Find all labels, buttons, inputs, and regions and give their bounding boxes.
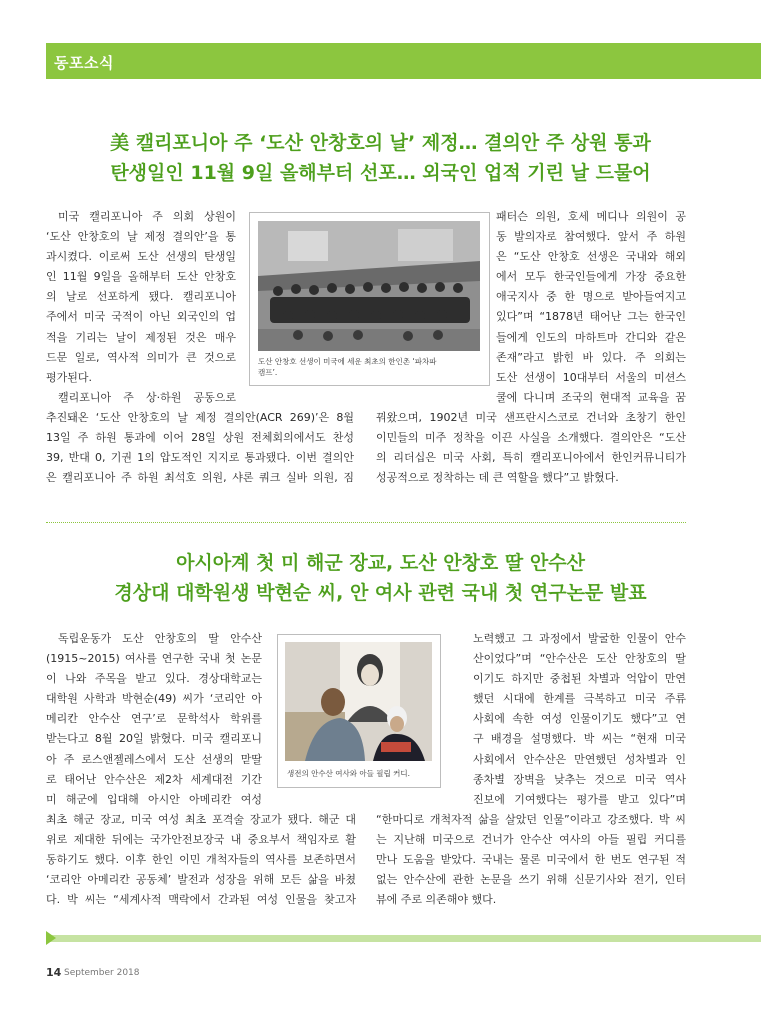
text-line: 동 발의자로 참여했다. 앞서 주 하원 [496, 230, 686, 244]
text-line: 종차별 장벽을 낮추는 것으로 미국 역사 [473, 772, 686, 786]
text-line: “한마디로 개척자적 삶을 살았던 인물”이라고 강조했다. 박 씨 [376, 813, 686, 826]
text-line: 도산 선생이 10대부터 서울의 미션스 [496, 370, 686, 384]
section-divider [46, 522, 686, 523]
text-line: 로 태어난 안수산은 제2차 세계대전 기간 [46, 772, 262, 786]
text-line: 사회에서 안수산은 만연했던 성차별과 인 [473, 752, 686, 766]
text-line: 이민들의 미주 정착을 이끈 사실을 소개했다. 결의안은 “도산 [376, 431, 686, 445]
text-line: 위로 제대한 뒤에는 국가안전보장국 내 중요부서 책임자로 활 [46, 833, 356, 847]
text-line: 들에게 인도의 마하트마 간디와 같은 [496, 330, 686, 344]
text-line: 쿨에 다니며 조국의 현대적 교육을 꿈 [496, 390, 686, 404]
text-line: 동하기도 했다. 이후 한인 이민 개척자들의 역사를 보존하면서 [46, 853, 356, 867]
footer-bar [46, 935, 761, 942]
text-line: 이기도 하지만 중첩된 차별과 억압이 만연 [473, 672, 686, 686]
text-line: 만나 도움을 받았다. 국내는 물론 미국에서 한 번도 연구된 적 [376, 853, 686, 867]
page-number: 14 [46, 966, 62, 979]
text-line: 적을 기리는 날이 제정된 것은 매우 [46, 330, 236, 344]
article1-headline-line: 美 캘리포니아 주 ‘도산 안창호의 날’ 제정… 결의안 주 상원 통과 [110, 132, 651, 154]
text-line: 주에서 미국 국적이 아닌 외국인의 업 [46, 310, 236, 324]
text-line: 평가된다. [46, 370, 93, 384]
text-line: 했던 시대에 한계를 극복하고 미국 주류 [473, 692, 686, 706]
text-line: 은 “도산 안창호 선생은 국내와 해외 [496, 250, 686, 264]
article2-headline [0, 548, 761, 608]
text-line: 메리칸 안수산 연구’로 문학석사 학위를 [46, 712, 262, 726]
section-label: 동포소식 [54, 54, 114, 72]
text-line: 애국지사 중 한 명으로 받아들여지고 [496, 290, 686, 304]
text-line: 있다”며 “1878년 태어난 그는 한국인 [496, 310, 686, 324]
historic-group-photo [258, 221, 480, 351]
footer-arrow-icon [46, 931, 56, 945]
text-line: 패터슨 의원, 호세 메디나 의원이 공 [496, 210, 686, 223]
text-line: (1915~2015) 여사를 연구한 국내 첫 논문 [46, 652, 262, 666]
article1-col2-full [376, 408, 686, 488]
article2-col2-top [473, 629, 686, 810]
text-line: 추진돼온 ‘도산 안창호의 날 제정 결의안(ACR 269)’은 8월 [46, 411, 354, 424]
text-line: 노력했고 그 과정에서 발굴한 인물이 안수 [473, 632, 686, 645]
article1-photo-caption [258, 356, 436, 378]
text-line: 미 해군에 입대해 아시안 아메리칸 여성 [46, 792, 262, 806]
text-line: 뷰에 주로 의존해야 했다. [376, 893, 497, 907]
text-line: 이 나와 주목을 받고 있다. 경상대학교는 [46, 672, 262, 686]
caption-line: 캠프’. [258, 368, 278, 377]
text-line: 의 리더십은 미국 사회, 특히 캘리포니아에서 한인커뮤니티가 [376, 451, 686, 465]
article1-col1-top [46, 207, 236, 408]
article2-col1-top [46, 629, 262, 810]
caption-line: 생전의 안수산 여사와 아들 필립 커디. [287, 769, 410, 778]
article2-photo-caption [287, 768, 410, 779]
article2-col2-full [376, 810, 686, 910]
text-line: 과시켰다. 이로써 도산 선생의 탄생일 [46, 250, 236, 264]
text-line: 39, 반대 0, 기권 1의 압도적인 지지로 통과됐다. 이번 결의안 [46, 451, 354, 465]
issue-date: September 2018 [64, 968, 140, 978]
text-line: 진보에 기여했다는 평가를 받고 있다”며 [473, 792, 686, 806]
text-line: 구 배경을 설명했다. 박 씨는 “현재 미국 [473, 732, 686, 746]
article1-col2-top [496, 207, 686, 408]
text-line: 에서 모두 한국인들에게 가장 중요한 [496, 270, 686, 284]
text-line: 은 캘리포니아 주 하원 최석호 의원, 샤론 쿼크 실바 의원, 짐 [46, 471, 354, 485]
text-line: 성공적으로 정착하는 데 큰 역할을 했다”고 밝혔다. [376, 471, 619, 485]
text-line: 미국 캘리포니아 주 의회 상원이 [58, 210, 236, 223]
text-line: 독립운동가 도산 안창호의 딸 안수산 [58, 632, 262, 645]
article2-headline-line: 아시아계 첫 미 해군 장교, 도산 안창호 딸 안수산 [176, 552, 585, 574]
text-line: 캘리포니아 주 상·하원 공동으로 [58, 390, 236, 404]
article2-col1-full [46, 810, 356, 910]
text-line: 아 주 로스앤젤레스에서 도산 선생의 맏딸 [46, 752, 262, 766]
text-line: 받는다고 8월 20일 밝혔다. 미국 캘리포니 [46, 732, 262, 746]
text-line: 꿔왔으며, 1902년 미국 샌프란시스코로 건너와 초창기 한인 [376, 411, 686, 424]
text-line: ‘도산 안창호의 날 제정 결의안’을 통 [46, 230, 236, 244]
text-line: 산이었다”며 “안수산은 도산 안창호의 딸 [473, 652, 686, 666]
section-header-bar [46, 43, 761, 79]
article2-headline-line: 경상대 대학원생 박현순 씨, 안 여사 관련 국내 첫 연구논문 발표 [114, 582, 647, 604]
caption-line: 도산 안창호 선생이 미국에 세운 최초의 한인촌 ‘파차파 [258, 357, 437, 366]
text-line: 다. 박 씨는 “세계사적 맥락에서 간과된 여성 인물을 찾고자 [46, 893, 356, 907]
text-line: 존재”라고 밝힌 바 있다. 주 의회는 [496, 350, 686, 364]
text-line: 는 지난해 미국으로 건너가 안수산 여사의 아들 필립 커디를 [376, 833, 686, 847]
article1-headline [0, 128, 761, 188]
text-line: 의 날로 선포하게 됐다. 캘리포니아 [46, 290, 236, 304]
text-line: 사회에 속한 여성 인물이기도 했다”고 연 [473, 712, 686, 726]
text-line: 최초 해군 장교, 미국 여성 최초 포격술 장교가 됐다. 해군 대 [46, 813, 356, 826]
article1-col1-full [46, 408, 354, 488]
text-line: 13일 주 하원 통과에 이어 28일 상원 전체회의에서도 찬성 [46, 431, 354, 445]
text-line: ‘코리안 아메리칸 공동체’ 발전과 성장을 위해 모든 삶을 바쳤 [46, 873, 356, 887]
article1-photo-frame [249, 212, 490, 386]
article2-photo-frame [277, 634, 441, 788]
text-line: 인 11월 9일을 올해부터 도산 안창호 [46, 270, 236, 284]
article1-headline-line: 탄생일인 11월 9일 올해부터 선포… 외국인 업적 기린 날 드물어 [110, 162, 651, 184]
text-line: 대학원 사학과 박현순(49) 씨가 ‘코리안 아 [46, 692, 262, 706]
text-line: 없는 안수산에 관한 논문을 쓰기 위해 신문기사와 전기, 인터 [376, 873, 686, 887]
text-line: 드문 일로, 역사적 의미가 큰 것으로 [46, 350, 236, 364]
portrait-photo [285, 642, 432, 761]
